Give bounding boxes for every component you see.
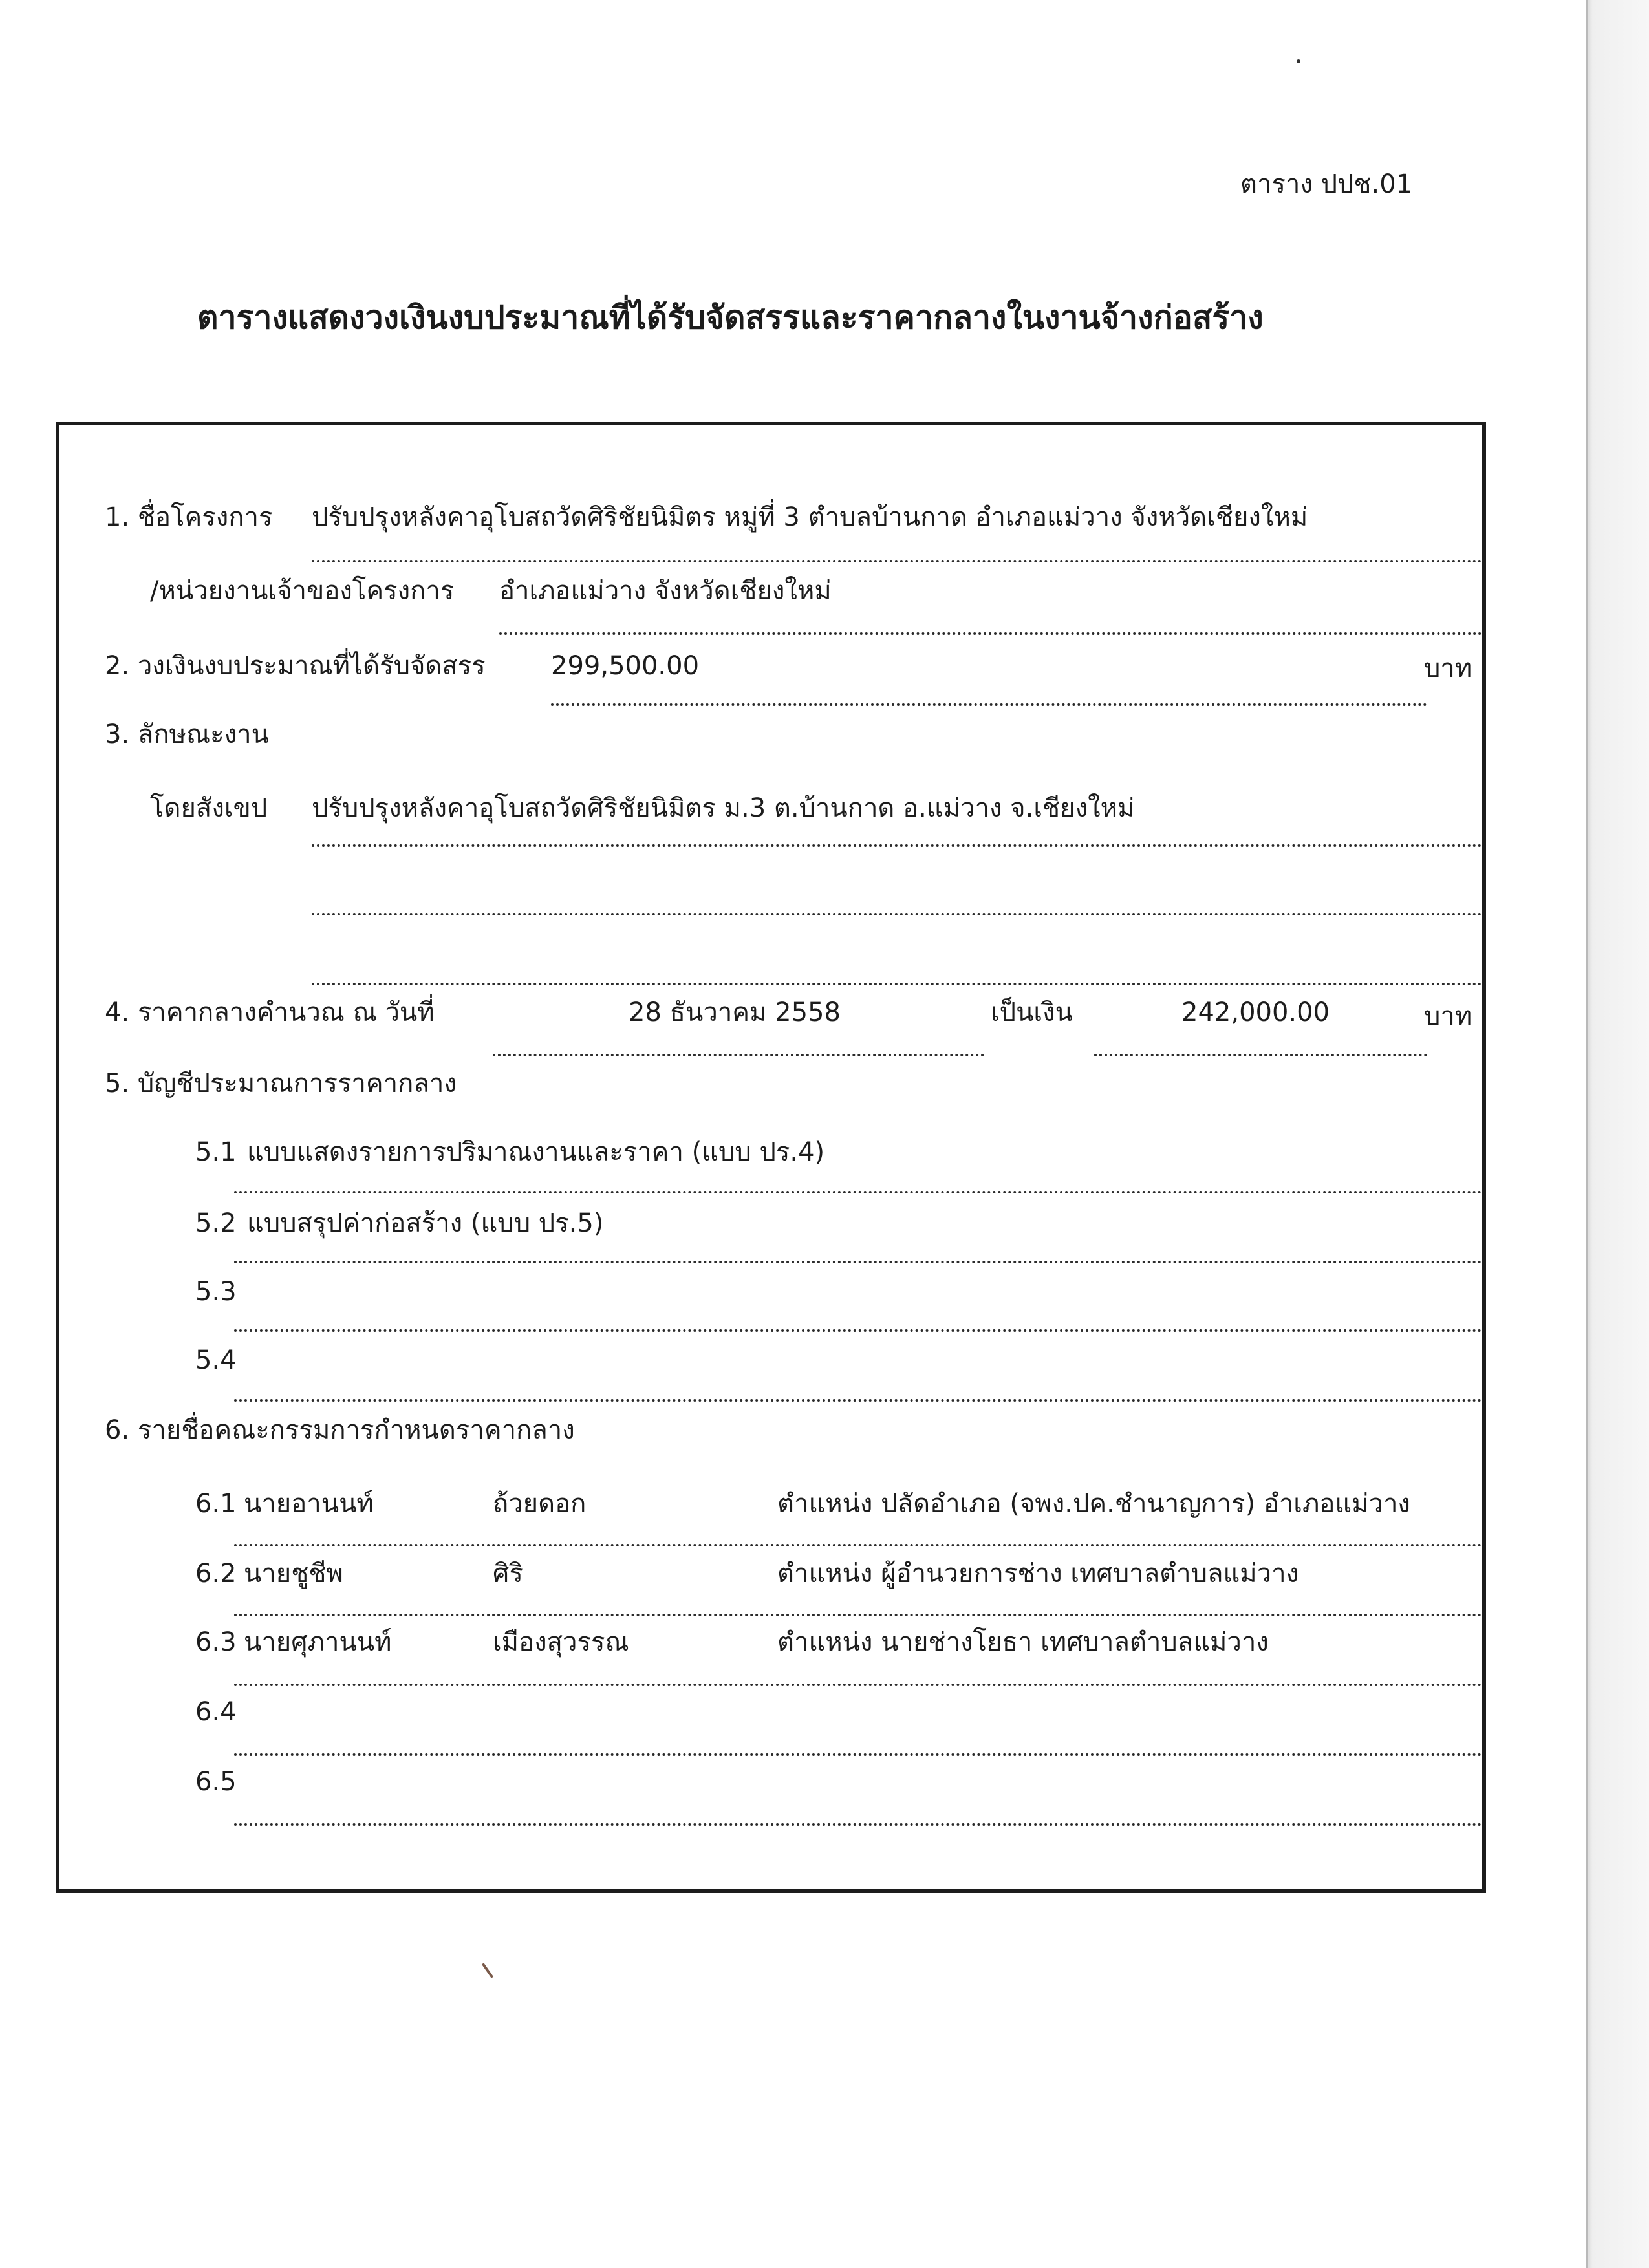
committee-label: 6. รายชื่อคณะกรรมการกำหนดราคากลาง bbox=[105, 1415, 575, 1445]
estimate-item-number: 5.2 bbox=[195, 1208, 237, 1238]
median-price-amount-line bbox=[1094, 1054, 1427, 1056]
project-name-value: ปรับปรุงหลังคาอุโบสถวัดศิริชัยนิมิตร หมู่ที่ 3 ตำบลบ้านกาด อำเภอแม่วาง จังหวัดเชียงใหม่ bbox=[312, 502, 1308, 532]
estimate-item-line bbox=[234, 1191, 1482, 1193]
committee-member-number: 6.1 bbox=[195, 1489, 237, 1519]
work-summary-line bbox=[312, 983, 1482, 985]
committee-member-line bbox=[234, 1544, 1482, 1546]
estimate-list-label: 5. บัญชีประมาณการราคากลาง bbox=[105, 1069, 457, 1098]
estimate-item-text: แบบสรุปค่าก่อสร้าง (แบบ ปร.5) bbox=[247, 1208, 604, 1238]
committee-member-position: ตำแหน่ง นายช่างโยธา เทศบาลตำบลแม่วาง bbox=[777, 1627, 1269, 1657]
work-summary-label: โดยสังเขป bbox=[150, 793, 268, 823]
committee-member-position: ตำแหน่ง ปลัดอำเภอ (จพง.ปค.ชำนาญการ) อำเภอแม่วาง bbox=[777, 1489, 1410, 1519]
committee-member-number: 6.4 bbox=[195, 1697, 237, 1727]
median-price-date-label: 4. ราคากลางคำนวณ ณ วันที่ bbox=[105, 998, 435, 1027]
committee-member-number: 6.3 bbox=[195, 1627, 237, 1657]
project-name-label: 1. ชื่อโครงการ bbox=[105, 502, 273, 532]
committee-member-first-name: นายอานนท์ bbox=[244, 1489, 374, 1519]
budget-amount: 299,500.00 bbox=[551, 651, 700, 681]
budget-line bbox=[551, 703, 1427, 706]
committee-member-number: 6.2 bbox=[195, 1559, 237, 1589]
committee-member-line bbox=[234, 1614, 1482, 1616]
owner-agency-label: /หน่วยงานเจ้าของโครงการ bbox=[150, 576, 455, 606]
median-price-date-line bbox=[493, 1054, 984, 1056]
median-price-date: 28 ธันวาคม 2558 bbox=[629, 998, 841, 1027]
scan-speck bbox=[1297, 59, 1300, 63]
committee-member-last-name: เมืองสุวรรณ bbox=[493, 1627, 629, 1657]
owner-agency-value: อำเภอแม่วาง จังหวัดเชียงใหม่ bbox=[499, 576, 832, 606]
work-summary-line bbox=[312, 913, 1482, 915]
owner-agency-line bbox=[499, 632, 1482, 635]
form-code: ตาราง ปปช.01 bbox=[1240, 169, 1413, 199]
estimate-item-line bbox=[234, 1399, 1482, 1402]
committee-member-line bbox=[234, 1684, 1482, 1686]
work-summary-line bbox=[312, 844, 1482, 847]
estimate-item-line bbox=[234, 1261, 1482, 1263]
scan-mark bbox=[482, 1963, 493, 1978]
median-price-amount-label: เป็นเงิน bbox=[991, 998, 1073, 1027]
work-nature-label: 3. ลักษณะงาน bbox=[105, 720, 269, 749]
scan-page-edge bbox=[1586, 0, 1649, 2268]
estimate-item-number: 5.4 bbox=[195, 1345, 237, 1375]
committee-member-first-name: นายศุภานนท์ bbox=[244, 1627, 392, 1657]
committee-member-number: 6.5 bbox=[195, 1767, 237, 1797]
budget-label: 2. วงเงินงบประมาณที่ได้รับจัดสรร bbox=[105, 651, 486, 681]
form-frame bbox=[56, 422, 1486, 1893]
committee-member-line bbox=[234, 1823, 1482, 1826]
committee-member-first-name: นายชูชีพ bbox=[244, 1559, 343, 1589]
estimate-item-number: 5.1 bbox=[195, 1137, 237, 1167]
committee-member-position: ตำแหน่ง ผู้อำนวยการช่าง เทศบาลตำบลแม่วาง bbox=[777, 1559, 1299, 1589]
estimate-item-text: แบบแสดงรายการปริมาณงานและราคา (แบบ ปร.4) bbox=[247, 1137, 825, 1167]
page-title: ตารางแสดงวงเงินงบประมาณที่ได้รับจัดสรรและราคากลางในงานจ้างก่อสร้าง bbox=[197, 299, 1264, 336]
estimate-item-number: 5.3 bbox=[195, 1277, 237, 1307]
work-summary-value: ปรับปรุงหลังคาอุโบสถวัดศิริชัยนิมิตร ม.3 ต.บ้านกาด อ.แม่วาง จ.เชียงใหม่ bbox=[312, 793, 1135, 823]
median-price-amount: 242,000.00 bbox=[1181, 998, 1330, 1027]
estimate-item-line bbox=[234, 1329, 1482, 1332]
committee-member-last-name: ศิริ bbox=[493, 1559, 523, 1589]
median-price-unit: บาท bbox=[1424, 1001, 1472, 1031]
project-name-line bbox=[312, 560, 1482, 562]
budget-unit: บาท bbox=[1424, 654, 1472, 683]
committee-member-line bbox=[234, 1753, 1482, 1756]
committee-member-last-name: ถ้วยดอก bbox=[493, 1489, 587, 1519]
